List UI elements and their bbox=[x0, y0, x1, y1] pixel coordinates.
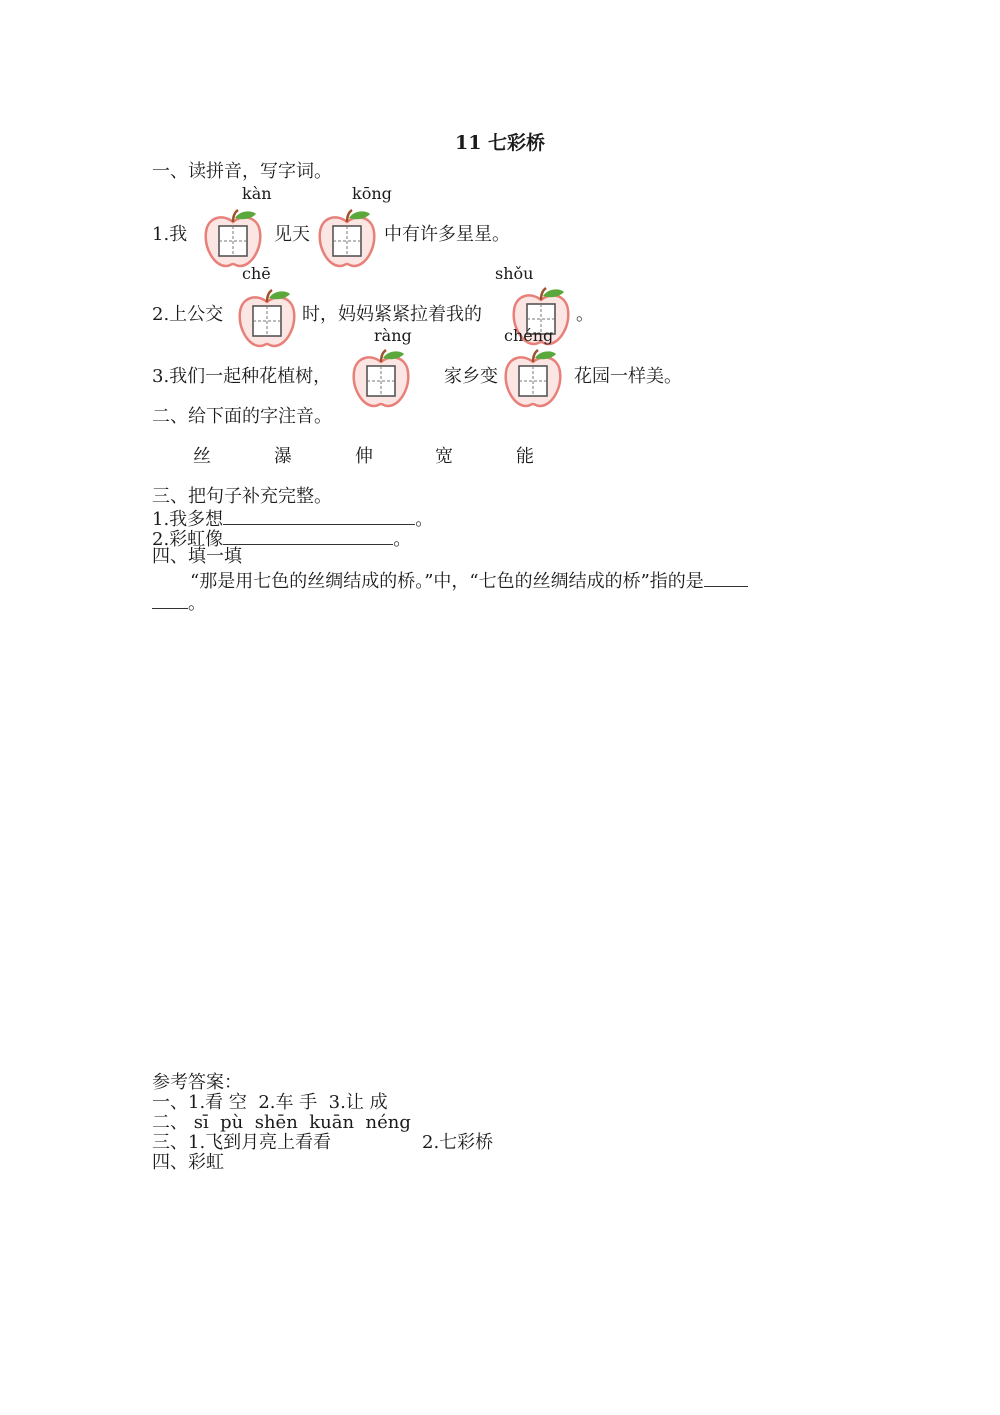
section4-heading: 四、填一填 bbox=[152, 546, 242, 567]
q1-suffix: 中有许多星星。 bbox=[384, 224, 510, 245]
apple-writing-box[interactable] bbox=[350, 348, 412, 408]
answer-blank[interactable] bbox=[223, 508, 415, 525]
apple-writing-box[interactable] bbox=[236, 288, 298, 348]
answer-3-part1: 三、1.飞到月亮上看看 bbox=[152, 1132, 332, 1153]
answers-heading: 参考答案： bbox=[152, 1072, 242, 1093]
pinyin-rang: ràng bbox=[374, 326, 412, 345]
section3-heading: 三、把句子补充完整。 bbox=[152, 486, 332, 507]
char-item: 能 bbox=[516, 446, 534, 467]
q3-1-line bbox=[152, 508, 433, 529]
pinyin-che: chē bbox=[242, 264, 271, 283]
pinyin-cheng: chéng bbox=[504, 326, 554, 345]
answer-blank[interactable] bbox=[152, 592, 188, 609]
q3-prefix: 3.我们一起种花植树， bbox=[152, 366, 332, 387]
q3-2-prefix: 2.彩虹像 bbox=[152, 529, 224, 550]
answer-blank[interactable] bbox=[223, 528, 393, 545]
page-title: 11 七彩桥 bbox=[455, 132, 546, 154]
q3-suffix: 花园一样美。 bbox=[574, 366, 682, 387]
char-item: 丝 bbox=[193, 446, 211, 467]
section1-heading: 一、读拼音，写字词。 bbox=[152, 161, 332, 182]
q1-mid: 见天 bbox=[274, 224, 310, 245]
answer-2: 二、 sī pù shēn kuān néng bbox=[152, 1112, 411, 1133]
section2-heading: 二、给下面的字注音。 bbox=[152, 406, 332, 427]
q2-prefix: 2.上公交 bbox=[152, 304, 224, 325]
q2-mid: 时，妈妈紧紧拉着我的 bbox=[302, 304, 482, 325]
pinyin-kong: kōng bbox=[352, 184, 392, 203]
pinyin-kan: kàn bbox=[242, 184, 272, 203]
section4-text: “那是用七色的丝绸结成的桥。”中，“七色的丝绸结成的桥”指的是 bbox=[190, 571, 704, 592]
q1-prefix: 1.我 bbox=[152, 224, 188, 245]
section4-suffix: 。 bbox=[188, 593, 206, 614]
answer-4: 四、彩虹 bbox=[152, 1152, 224, 1173]
answer-1: 一、1.看 空 2.车 手 3.让 成 bbox=[152, 1092, 388, 1113]
answer-3-part2: 2.七彩桥 bbox=[422, 1132, 494, 1153]
pinyin-shou: shǒu bbox=[495, 264, 534, 283]
apple-writing-box[interactable] bbox=[502, 348, 564, 408]
section4-line2 bbox=[152, 592, 206, 613]
apple-writing-box[interactable] bbox=[202, 208, 264, 268]
q3-2-suffix: 。 bbox=[393, 529, 412, 550]
answer-blank[interactable] bbox=[704, 570, 748, 587]
q2-suffix: 。 bbox=[576, 304, 594, 325]
q3-mid: 家乡变 bbox=[444, 366, 498, 387]
q3-1-prefix: 1.我多想 bbox=[152, 509, 224, 530]
char-item: 宽 bbox=[435, 446, 453, 467]
q3-1-suffix: 。 bbox=[415, 509, 434, 530]
char-item: 瀑 bbox=[274, 446, 292, 467]
char-item: 伸 bbox=[355, 446, 373, 467]
section4-line1 bbox=[190, 570, 748, 591]
apple-writing-box[interactable] bbox=[316, 208, 378, 268]
